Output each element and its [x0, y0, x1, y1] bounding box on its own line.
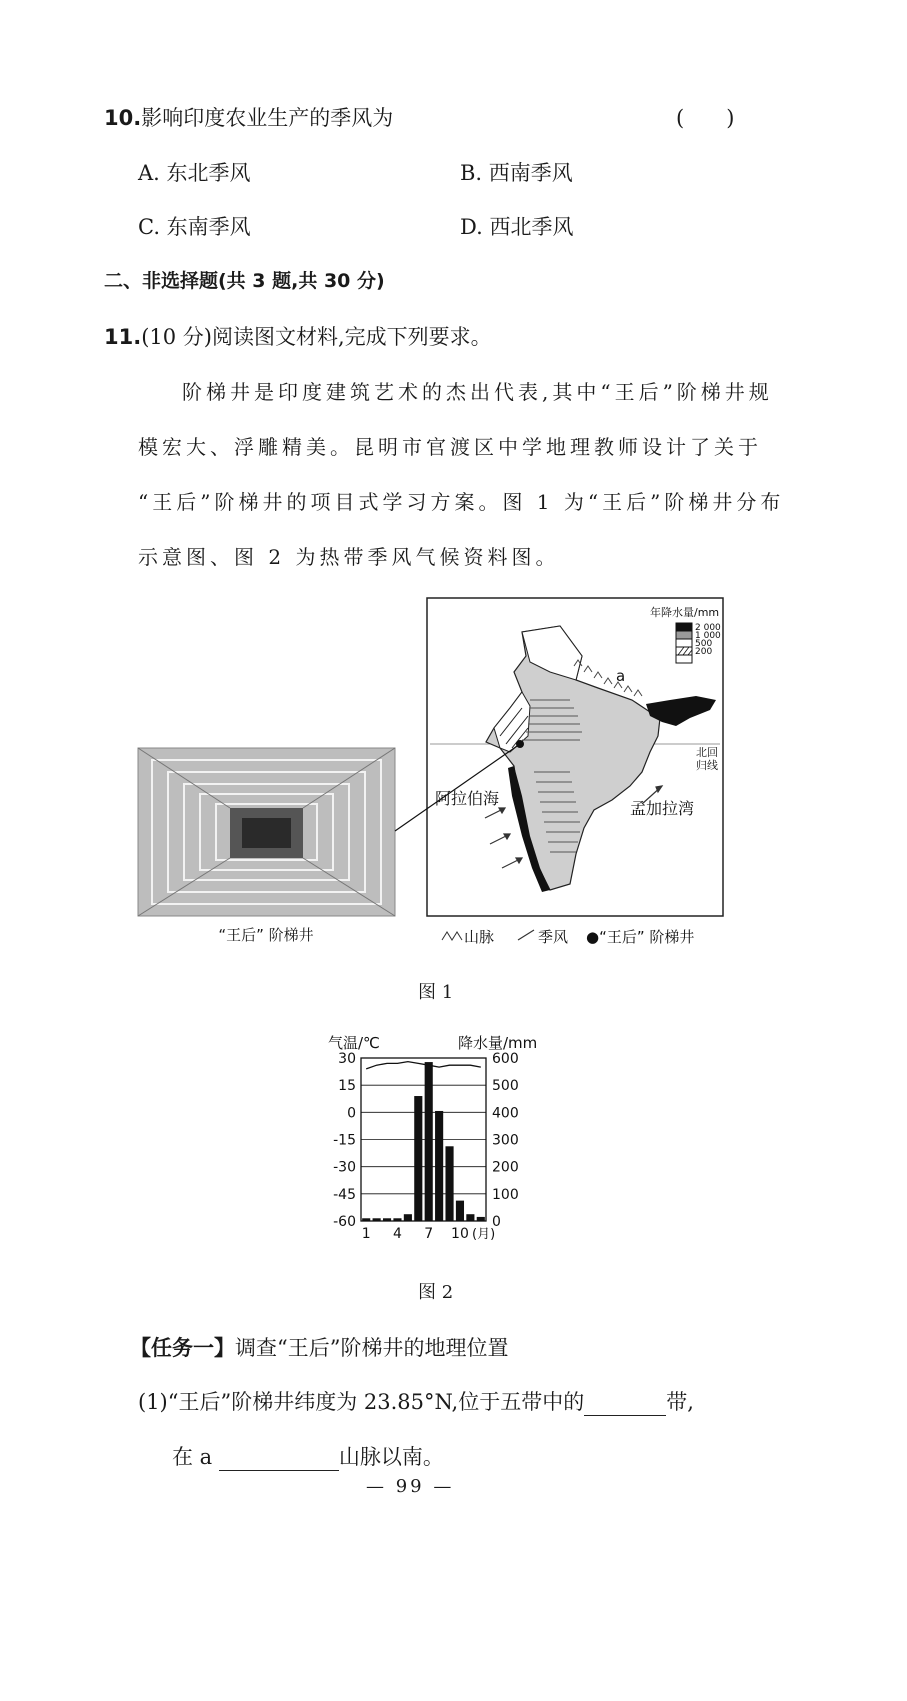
x-tick-label: 7 — [424, 1226, 434, 1242]
precipitation-bar — [425, 1062, 433, 1221]
right-tick-label: 500 — [492, 1078, 519, 1095]
left-axis-label: 气温/℃ — [328, 1034, 380, 1052]
task1-bracket-right: 】 — [214, 1336, 235, 1360]
q1-text-4: 山脉以南。 — [338, 1445, 444, 1469]
right-axis-label: 降水量/mm — [458, 1034, 538, 1052]
legend-swatch-1000 — [676, 631, 692, 639]
right-tick-label: 0 — [492, 1214, 501, 1230]
legend-label-200: 200 — [695, 647, 713, 657]
right-tick-label: 400 — [492, 1105, 519, 1122]
left-tick-label: -15 — [333, 1132, 356, 1149]
option-a: A. 东北季风 — [138, 161, 251, 185]
x-tick-label: 10 — [451, 1226, 469, 1242]
legend-swatch-2000 — [676, 623, 692, 631]
q11-intro — [104, 321, 492, 351]
precipitation-bar — [404, 1214, 412, 1221]
q10-number: 10. — [104, 106, 142, 130]
precip-legend-title: 年降水量/mm — [650, 606, 720, 619]
left-tick-label: 0 — [347, 1105, 356, 1122]
legend-stepwell: ●“王后” 阶梯井 — [586, 928, 695, 946]
option-b: B. 西南季风 — [460, 161, 573, 185]
label-tropic-2: 归线 — [696, 759, 718, 772]
label-bay-of-bengal: 孟加拉湾 — [630, 799, 695, 818]
label-a: a — [616, 667, 626, 685]
precipitation-bar — [445, 1146, 453, 1221]
answer-blank-mountain[interactable] — [219, 1448, 339, 1471]
left-tick-label: -60 — [333, 1214, 356, 1230]
q1-text-1: (1)“王后”阶梯井纬度为 23.85°N,位于五带中的 — [138, 1390, 585, 1414]
q1-text-2: 带, — [666, 1390, 694, 1414]
precipitation-bar — [414, 1096, 422, 1221]
option-d: D. 西北季风 — [460, 215, 574, 239]
x-tick-label: 4 — [392, 1226, 402, 1242]
left-tick-label: 15 — [338, 1078, 356, 1095]
left-tick-label: 30 — [338, 1051, 356, 1067]
q10-text: 影响印度农业生产的季风为 — [141, 106, 394, 130]
option-c: C. 东南季风 — [138, 215, 251, 239]
para-line-1: 阶梯井是印度建筑艺术的杰出代表,其中“王后”阶梯井规 — [182, 380, 773, 404]
right-tick-label: 300 — [492, 1132, 519, 1149]
q11-number: 11. — [104, 325, 142, 349]
precipitation-bar — [456, 1201, 464, 1221]
temperature-line — [366, 1062, 481, 1069]
legend-monsoon: 季风 — [538, 928, 569, 946]
task1-bracket-left: 【 — [130, 1336, 151, 1360]
precipitation-bar — [466, 1214, 474, 1221]
precipitation-bar — [435, 1111, 443, 1221]
task1-title-text: 调查“王后”阶梯井的地理位置 — [235, 1336, 509, 1360]
answer-blank-zone[interactable] — [584, 1393, 666, 1416]
para-line-3: “王后”阶梯井的项目式学习方案。图 1 为“王后”阶梯井分布 — [138, 490, 785, 514]
right-tick-label: 100 — [492, 1186, 519, 1203]
task1-q1-line2 — [172, 1441, 444, 1471]
q10-stem — [104, 102, 393, 132]
figure-1-caption: 图 1 — [418, 982, 454, 1003]
legend-label-1000: 1 000 — [695, 631, 721, 641]
stepwell-photo — [138, 748, 395, 916]
legend-label-500: 500 — [695, 639, 713, 649]
task1-title — [130, 1332, 508, 1362]
legend-swatch-lowest — [676, 655, 692, 663]
label-arabian-sea: 阿拉伯海 — [435, 789, 500, 808]
climate-chart — [318, 1028, 568, 1250]
q11-intro-text: (10 分)阅读图文材料,完成下列要求。 — [141, 325, 492, 349]
right-tick-label: 600 — [492, 1051, 519, 1067]
photo-caption: “王后” 阶梯井 — [218, 926, 314, 944]
mountain-legend-icon — [442, 932, 462, 940]
x-tick-label: 1 — [361, 1226, 371, 1242]
para-line-2: 模宏大、浮雕精美。昆明市官渡区中学地理教师设计了关于 — [138, 435, 762, 459]
para-line-4: 示意图、图 2 为热带季风气候资料图。 — [138, 545, 560, 569]
left-tick-label: -30 — [333, 1159, 356, 1176]
section-title: 二、非选择题(共 3 题,共 30 分) — [104, 270, 385, 292]
legend-swatch-500 — [676, 639, 692, 647]
task1-label: 任务一 — [151, 1336, 214, 1360]
task1-q1-line1 — [138, 1386, 694, 1416]
figure-1 — [130, 596, 730, 956]
q1-text-3: 在 a — [172, 1445, 219, 1469]
figure-2-caption: 图 2 — [418, 1282, 454, 1303]
page-number: — 99 — — [366, 1476, 455, 1497]
right-tick-label: 200 — [492, 1159, 519, 1176]
label-tropic-1: 北回 — [696, 746, 718, 759]
answer-paren: ( ) — [676, 106, 735, 130]
monsoon-legend-icon — [518, 930, 534, 940]
x-axis-unit: (月) — [472, 1227, 496, 1242]
legend-mountain: 山脉 — [464, 928, 495, 946]
legend-label-2000: 2 000 — [695, 623, 721, 633]
left-tick-label: -45 — [333, 1186, 356, 1203]
